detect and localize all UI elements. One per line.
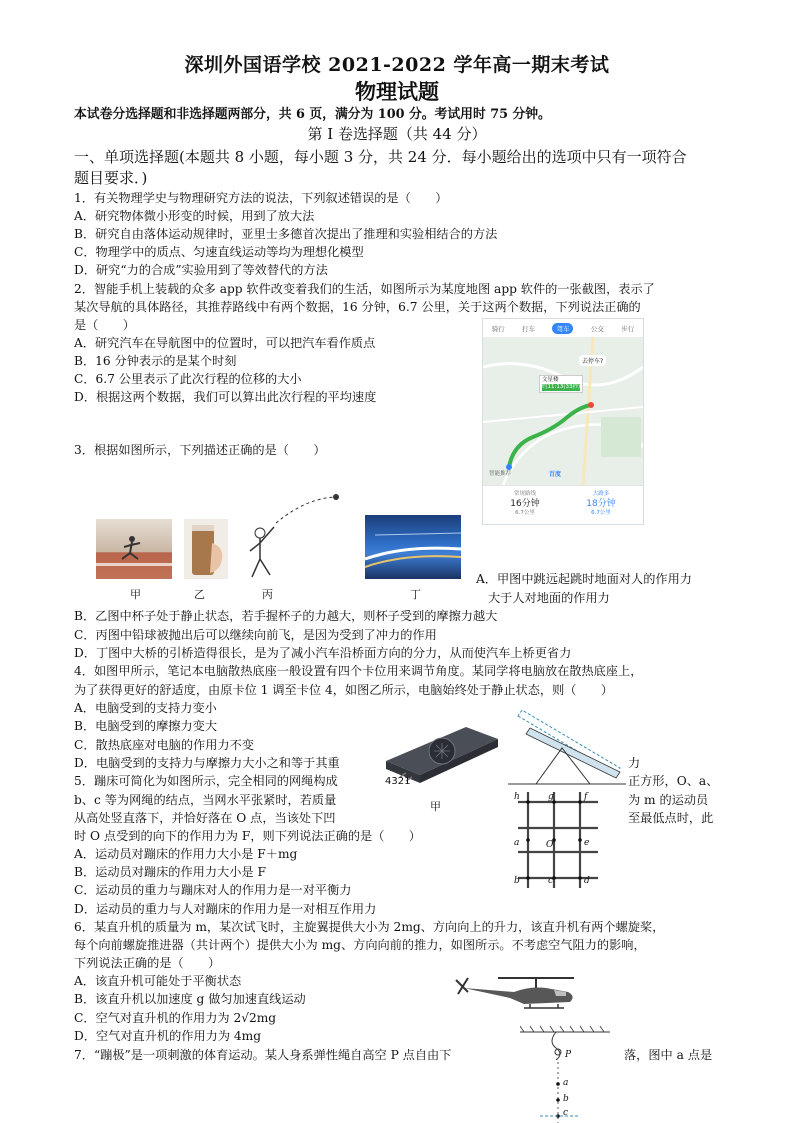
bungee-label-c: c [563, 1108, 569, 1118]
q7-stem-b: 落，图中 a 点是 [624, 1048, 713, 1062]
bungee-label-P: P [565, 1050, 572, 1060]
q3-option-a-line1: A．甲图中跳远起跳时地面对人的作用力 [476, 572, 692, 586]
q1-option-d: D．研究“力的合成”实验用到了等效替代的方法 [74, 263, 328, 277]
q1-option-a: A．研究物体微小形变的时候，用到了放大法 [74, 209, 315, 223]
q4-slot-digits: 4321 [385, 776, 411, 787]
q5-trampoline-net [508, 788, 608, 892]
q5-line2-b: 为 m 的运动员 [628, 793, 709, 807]
q3-photo-yi [184, 519, 228, 579]
q5-option-d: D．运动员的重力与人对蹦床的作用力是一对相互作用力 [74, 902, 377, 916]
q3-label-bing: 丙 [262, 588, 273, 601]
long-jump-figure [96, 519, 172, 579]
route-b-time: 18分钟 [586, 499, 616, 509]
q6-option-a: A．该直升机可能处于平衡状态 [74, 974, 242, 988]
q6-option-d: D．空气对直升机的作用力为 4mg [74, 1029, 262, 1043]
map-bubble [539, 375, 583, 393]
map-poi: 去停车? [579, 355, 606, 366]
q4-option-d: D．电脑受到的支持力与摩擦力大小之和等于其重 [74, 756, 340, 770]
q2-stem-line3: 是（ ） [74, 318, 135, 332]
map-smart-label: 智能推荐 [489, 471, 512, 477]
bungee-label-a: a [563, 1078, 569, 1088]
net-label-a: a [514, 838, 520, 848]
map-tab-ride[interactable]: 骑行 [491, 324, 505, 333]
q5-option-c: C．运动员的重力与蹦床对人的作用力是一对平衡力 [74, 883, 352, 897]
net-label-h: h [514, 792, 520, 802]
q4-tilt-diagram [508, 708, 626, 788]
q6-option-c: C．空气对直升机的作用力为 2√2mg [74, 1011, 277, 1025]
route-a-time: 16分钟 [510, 499, 540, 509]
q1-option-c: C．物理学中的质点、匀速直线运动等均为理想化模型 [74, 245, 364, 259]
map-end-dot [588, 402, 594, 408]
paper-intro: 本试卷分选择题和非选择题两部分，共 6 页，满分为 100 分。考试用时 75 分钟。 [74, 107, 551, 122]
map-route-panel [483, 485, 643, 525]
q6-stem-line3: 下列说法正确的是（ ） [74, 956, 221, 970]
net-label-g: g [548, 792, 554, 802]
route-a-label: 常规路线 [513, 491, 536, 497]
q2-option-c: C．6.7 公里表示了此次行程的位移的大小 [74, 372, 302, 386]
map-logo: 百度 [549, 471, 562, 478]
q3-label-jia: 甲 [130, 588, 141, 601]
q3-label-yi: 乙 [194, 588, 205, 601]
q1-stem: 1．有关物理学史与物理研究方法的说法，下列叙述错误的是（ ） [74, 191, 448, 205]
q5-line3-a: 从高处竖直落下，并恰好落在 O 点，当该处下凹 [74, 811, 336, 825]
q3-option-a-line2: 大于人对地面的作用力 [488, 591, 610, 605]
q5-line2-a: b、c 等为网绳的结点，当网水平张紧时，若质量 [74, 793, 337, 807]
q3-option-d: D．丁图中大桥的引桥造得很长，是为了减小汽车沿桥面方向的分力，从而使汽车上桥更省力 [74, 646, 572, 660]
section-instructions-line2: 题目要求．) [74, 169, 148, 187]
net-label-c: c [548, 876, 554, 886]
route-b-label: 大路多 [592, 491, 610, 497]
q4-option-c: C．散热底座对电脑的作用力不变 [74, 738, 254, 752]
q6-stem-line1: 6．某直升机的质量为 m，某次试飞时，主旋翼提供大小为 2mg、方向向上的升力，该直升机有两个螺旋桨， [74, 920, 665, 934]
bridge-graphic [365, 515, 461, 579]
q7-bungee-figure [520, 1022, 620, 1123]
q5-line1-b: 正方形，O、a、 [628, 774, 719, 788]
map-bubble-time: 约11:13(33秒) [542, 384, 581, 390]
q7-stem-a: 7．“蹦极”是一项刺激的体育运动。某人身系弹性绳自高空 P 点自由下 [74, 1048, 452, 1062]
q6-helicopter-figure [454, 970, 582, 1022]
q5-option-b: B．运动员对蹦床的作用力大小是 F [74, 865, 266, 879]
part1-title: 第 I 卷选择题（共 44 分） [307, 125, 487, 143]
route-a-dist: 6.7公里 [515, 510, 535, 516]
map-screenshot [482, 318, 644, 525]
map-bubble-title: 文星楼 [542, 377, 559, 383]
q1-option-b: B．研究自由落体运动规律时，亚里士多德首次提出了推理和实验相结合的方法 [74, 227, 498, 241]
paper-subtitle: 物理试题 [355, 79, 439, 104]
map-tab-taxi[interactable]: 打车 [522, 324, 536, 333]
q2-stem-line1: 2．智能手机上装载的众多 app 软件改变着我们的生活，如图所示为某度地图 app 软件的一张截图，表示了 [74, 282, 655, 296]
q3-label-ding: 丁 [410, 588, 421, 601]
net-label-d: d [584, 876, 590, 886]
map-tab-bus[interactable]: 公交 [590, 324, 604, 333]
q5-line4: 时 O 点受到的向下的作用力为 F，则下列说法正确的是（ ） [74, 829, 421, 843]
q4-option-d-end: 力 [628, 756, 641, 770]
q5-line1-a: 5．蹦床可简化为如图所示，完全相同的网绳构成 [74, 774, 338, 788]
map-tab-drive[interactable]: 驾车 [552, 323, 573, 334]
q4-option-a: A．电脑受到的支持力变小 [74, 701, 217, 715]
route-b-dist: 6.7公里 [591, 510, 611, 516]
q3-photo-jia [96, 519, 172, 579]
q6-option-b: B．该直升机以加速度 g 做匀加速直线运动 [74, 992, 306, 1006]
q2-option-d: D．根据这两个数据，我们可以算出此次行程的平均速度 [74, 390, 377, 404]
map-tab-walk[interactable]: 步行 [621, 324, 635, 333]
q2-option-b: B．16 分钟表示的是某个时刻 [74, 354, 237, 368]
q5-line3-b: 至最低点时，此 [628, 811, 714, 825]
q3-option-b: B．乙图中杯子处于静止状态，若手握杯子的力越大，则杯子受到的摩擦力越大 [74, 609, 498, 623]
net-label-f: f [584, 792, 588, 802]
q3-option-c: C．丙图中铅球被抛出后可以继续向前飞，是因为受到了冲力的作用 [74, 628, 437, 642]
map-tabbar [483, 319, 643, 338]
q5-option-a: A．运动员对蹦床的作用力大小是 F＋mg [74, 847, 298, 861]
q4-stem-line1: 4．如图甲所示，笔记本电脑散热底座一般设置有四个卡位用来调节角度。某同学将电脑放在散热底座上， [74, 664, 643, 678]
net-label-b: b [514, 876, 520, 886]
q6-stem-line2: 每个向前螺旋推进器（共计两个）提供大小为 mg、方向向前的推力，如图所示。不考虑空气阻力的影响， [74, 938, 646, 952]
bungee-label-b: b [563, 1094, 569, 1104]
q2-stem-line2: 某次导航的具体路径，其推荐路线中有两个数据，16 分钟，6.7 公里，关于这两个数据，下列说法正确的 [74, 300, 641, 314]
map-canvas [483, 337, 643, 485]
q4-stem-line2: 为了获得更好的舒适度，由原卡位 1 调至卡位 4，如图乙所示，电脑始终处于静止状态，则（ ） [74, 683, 614, 697]
q3-figure-bing-shotput [236, 493, 346, 585]
section-instructions-line1: 一、单项选择题(本题共 8 小题，每小题 3 分，共 24 分．每小题给出的选项中只有一项符合 [74, 148, 687, 166]
net-label-O: O [546, 840, 554, 850]
net-label-e: e [584, 838, 590, 848]
paper-title: 深圳外国语学校 2021-2022 学年高一期末考试 [184, 54, 610, 76]
cup-in-hand [184, 519, 228, 579]
q3-photo-ding [365, 515, 461, 579]
q2-option-a: A．研究汽车在导航图中的位置时，可以把汽车看作质点 [74, 336, 376, 350]
q4-figure-label-jia: 甲 [430, 800, 441, 813]
q3-stem: 3．根据如图所示，下列描述正确的是（ ） [74, 443, 326, 457]
q4-option-b: B．电脑受到的摩擦力变大 [74, 719, 218, 733]
